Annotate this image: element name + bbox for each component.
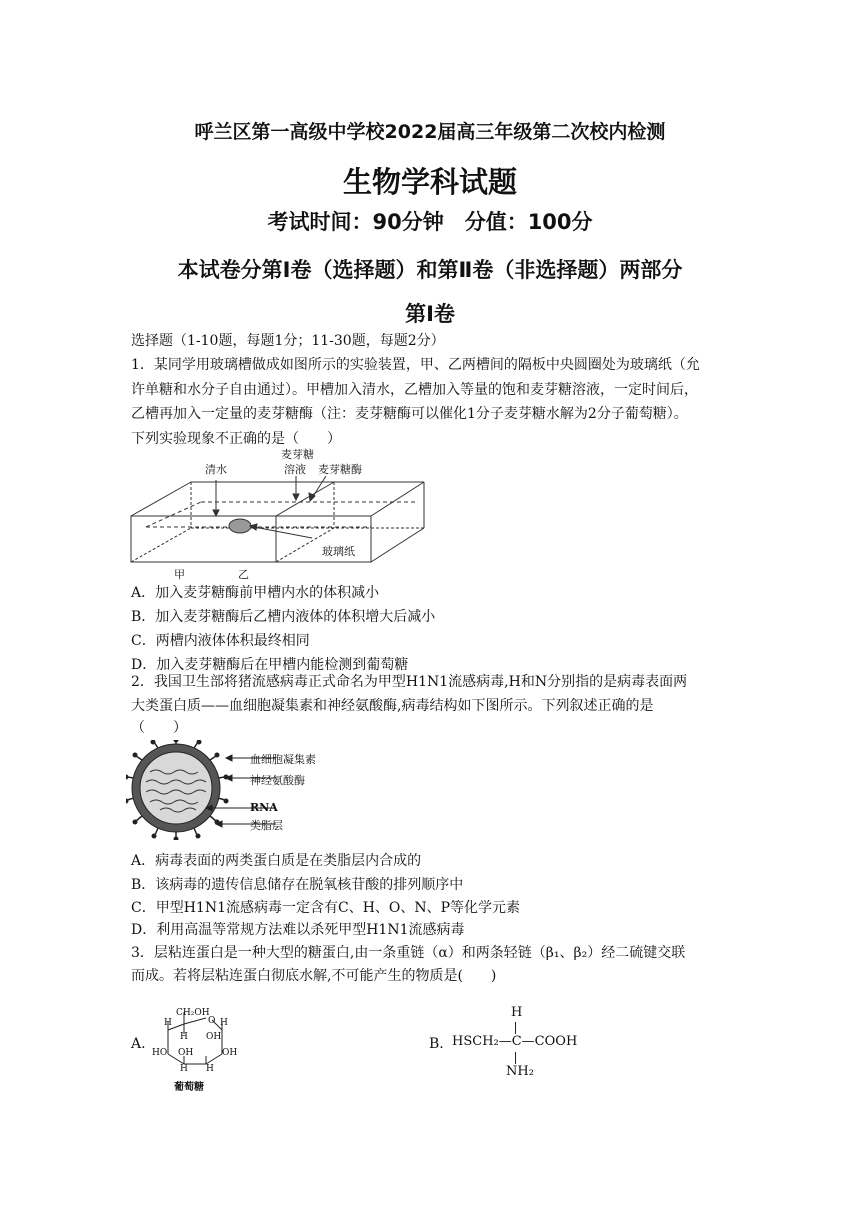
q1-option: D．加入麦芽糖酶后在甲槽内能检测到葡萄糖 [131, 657, 409, 673]
amino-acid-main: HSCH₂—C—COOH [452, 1034, 578, 1049]
glucose-ho: HO [152, 1048, 168, 1058]
q1-option: C．两槽内液体体积最终相同 [131, 633, 310, 649]
q1-stem-line: 下列实验现象不正确的是（ ） [131, 431, 341, 447]
q2-option: D．利用高温等常规方法难以杀死甲型H1N1流感病毒 [131, 922, 465, 938]
glucose-name: 葡萄糖 [174, 1082, 204, 1093]
glass-paper-oval [229, 519, 251, 533]
amino-acid-nh2: NH₂ [506, 1064, 534, 1079]
label-glass-paper: 玻璃纸 [322, 545, 355, 558]
label-maltase: 麦芽糖酶 [318, 463, 362, 476]
label-rna: RNA [250, 801, 278, 814]
glucose-ch2oh: CH₂OH [176, 1008, 210, 1018]
q2-option: B．该病毒的遗传信息储存在脱氧核苷酸的排列顺序中 [131, 877, 464, 893]
q2-option: C．甲型H1N1流感病毒一定含有C、H、O、N、P等化学元素 [131, 900, 521, 916]
label-hemagglutinin: 血细胞凝集素 [250, 753, 316, 766]
instruction: 选择题（1-10题，每题1分；11-30题，每题2分） [131, 333, 445, 349]
glucose-h: H [180, 1064, 188, 1074]
amino-acid-h: H [511, 1005, 523, 1020]
paper-structure: 本试卷分第Ⅰ卷（选择题）和第Ⅱ卷（非选择题）两部分 [177, 258, 683, 282]
q1-option: A．加入麦芽糖酶前甲槽内水的体积减小 [131, 585, 380, 601]
amino-acid-bond-top [515, 1022, 516, 1034]
glucose-h: H [180, 1032, 188, 1042]
amino-acid-bond-bottom [515, 1052, 516, 1064]
q1-stem-line: 许单糖和水分子自由通过）。甲槽加入清水，乙槽加入等量的饱和麦芽糖溶液，一定时间后， [131, 382, 698, 398]
q2-stem-line: （ ） [131, 720, 187, 736]
subject-title: 生物学科试题 [342, 165, 517, 199]
q3-stem-line: 3．层粘连蛋白是一种大型的糖蛋白,由一条重链（α）和两条轻链（β₁、β₂）经二硫键交联 [131, 945, 686, 961]
section-title: 第Ⅰ卷 [405, 302, 455, 326]
q2-stem-line: 大类蛋白质——血细胞凝集素和神经氨酸酶,病毒结构如下图所示。下列叙述正确的是 [131, 698, 654, 714]
q3-stem-line: 而成。若将层粘连蛋白彻底水解,不可能产生的物质是( ) [131, 968, 497, 984]
label-neuraminidase: 神经氨酸酶 [250, 774, 305, 787]
glucose-o: O [208, 1016, 216, 1026]
glucose-oh: OH [222, 1048, 238, 1058]
label-solution: 溶液 [284, 463, 306, 476]
glucose-h: H [206, 1064, 214, 1074]
q2-option: A．病毒表面的两类蛋白质是在类脂层内合成的 [131, 853, 422, 869]
label-lipid: 类脂层 [250, 819, 283, 832]
q1-stem-line: 1．某同学用玻璃槽做成如图所示的实验装置，甲、乙两槽间的隔板中央圆圈处为玻璃纸（允 [131, 357, 700, 373]
label-maltose: 麦芽糖 [281, 448, 314, 461]
label-tank-a: 甲 [174, 568, 185, 581]
glucose-oh: OH [206, 1032, 222, 1042]
q1-option: B．加入麦芽糖酶后乙槽内液体的体积增大后减小 [131, 609, 436, 625]
glucose-h: H [164, 1018, 172, 1028]
label-tank-b: 乙 [238, 568, 249, 581]
time-score: 考试时间：90分钟 分值：100分 [267, 210, 593, 234]
label-water: 清水 [205, 463, 227, 476]
glucose-oh: OH [178, 1048, 194, 1058]
q1-stem-line: 乙槽再加入一定量的麦芽糖酶（注：麦芽糖酶可以催化1分子麦芽糖水解为2分子葡萄糖）。 [131, 406, 688, 422]
q3-option-b-label: B. [429, 1036, 444, 1052]
q2-stem-line: 2．我国卫生部将猪流感病毒正式命名为甲型H1N1流感病毒,H和N分别指的是病毒表面两 [131, 674, 688, 690]
glass-tank-figure [126, 446, 426, 581]
q3-option-a-label: A. [131, 1036, 146, 1052]
school-title: 呼兰区第一高级中学校2022届高三年级第二次校内检测 [194, 121, 666, 143]
glucose-h: H [220, 1018, 228, 1028]
